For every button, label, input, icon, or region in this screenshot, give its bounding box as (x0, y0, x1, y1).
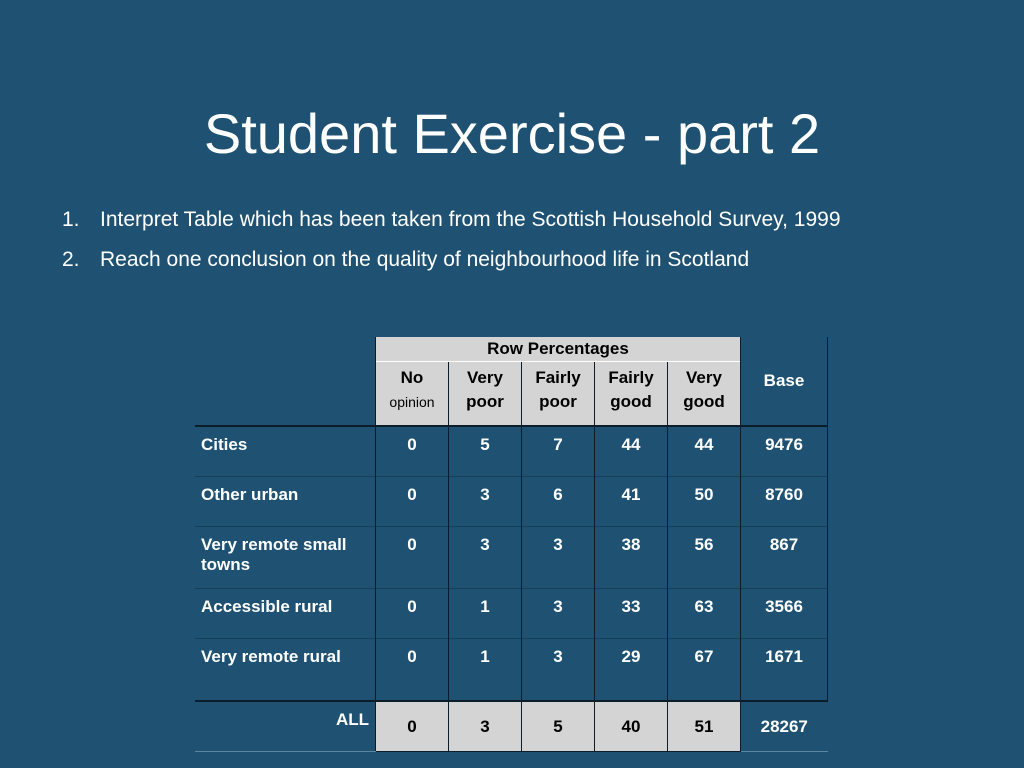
cell-value: 3 (522, 527, 595, 589)
total-label: ALL (195, 701, 376, 752)
column-header-fairly-good (595, 362, 668, 427)
base-value: 9476 (741, 426, 828, 477)
table-row (195, 477, 828, 527)
cell-value: 3 (522, 589, 595, 639)
column-header-no-opinion (376, 362, 449, 427)
table-row (195, 639, 828, 702)
cell-value: 3 (449, 527, 522, 589)
column-header-line: Very (686, 368, 722, 387)
cell-value: 63 (668, 589, 741, 639)
column-header-line: opinion (389, 394, 435, 410)
table-row (195, 589, 828, 639)
exercise-item (62, 206, 982, 234)
column-header-line: good (610, 392, 652, 411)
column-header-very-good (668, 362, 741, 427)
item-number: 1. (62, 208, 80, 231)
column-header-fairly-poor (522, 362, 595, 427)
row-label: Cities (195, 426, 376, 477)
cell-value: 3 (522, 639, 595, 702)
column-header-line: good (683, 392, 725, 411)
cell-value: 50 (668, 477, 741, 527)
total-value: 40 (595, 701, 668, 752)
column-header-very-poor (449, 362, 522, 427)
row-label: Very remote small towns (195, 527, 376, 589)
cell-value: 56 (668, 527, 741, 589)
exercise-item (62, 246, 982, 274)
base-header: Base (741, 337, 828, 426)
cell-value: 6 (522, 477, 595, 527)
corner-cell (195, 362, 376, 427)
cell-value: 0 (376, 527, 449, 589)
cell-value: 5 (449, 426, 522, 477)
row-label: Very remote rural (195, 639, 376, 702)
total-value: 51 (668, 701, 741, 752)
cell-value: 33 (595, 589, 668, 639)
total-base-value: 28267 (741, 701, 828, 752)
column-header-line: Fairly (608, 368, 654, 387)
base-value: 1671 (741, 639, 828, 702)
base-value: 867 (741, 527, 828, 589)
item-text: Reach one conclusion on the quality of neighbourhood life in Scotland (100, 248, 750, 271)
item-number: 2. (62, 248, 80, 271)
cell-value: 7 (522, 426, 595, 477)
exercise-list (62, 206, 982, 286)
cell-value: 38 (595, 527, 668, 589)
cell-value: 67 (668, 639, 741, 702)
total-value: 3 (449, 701, 522, 752)
neighbourhood-rating-table (195, 337, 828, 752)
column-header-line: Fairly (535, 368, 581, 387)
row-percentages-header: Row Percentages (376, 337, 741, 362)
row-label: Accessible rural (195, 589, 376, 639)
cell-value: 1 (449, 589, 522, 639)
base-value: 8760 (741, 477, 828, 527)
column-header-line: Very (467, 368, 503, 387)
cell-value: 0 (376, 426, 449, 477)
cell-value: 41 (595, 477, 668, 527)
cell-value: 0 (376, 477, 449, 527)
corner-cell (195, 337, 376, 362)
column-header-line: No (400, 368, 424, 387)
cell-value: 29 (595, 639, 668, 702)
total-value: 0 (376, 701, 449, 752)
slide-title: Student Exercise - part 2 (203, 102, 821, 165)
cell-value: 0 (376, 589, 449, 639)
cell-value: 3 (449, 477, 522, 527)
cell-value: 0 (376, 639, 449, 702)
cell-value: 1 (449, 639, 522, 702)
base-value: 3566 (741, 589, 828, 639)
column-header-line: poor (466, 392, 504, 411)
cell-value: 44 (595, 426, 668, 477)
column-header-line: poor (539, 392, 577, 411)
item-text: Interpret Table which has been taken from the Scottish Household Survey, 1999 (100, 208, 841, 231)
cell-value: 44 (668, 426, 741, 477)
table-row (195, 426, 828, 477)
total-value: 5 (522, 701, 595, 752)
row-label: Other urban (195, 477, 376, 527)
table-total-row (195, 701, 828, 752)
table-row (195, 527, 828, 589)
